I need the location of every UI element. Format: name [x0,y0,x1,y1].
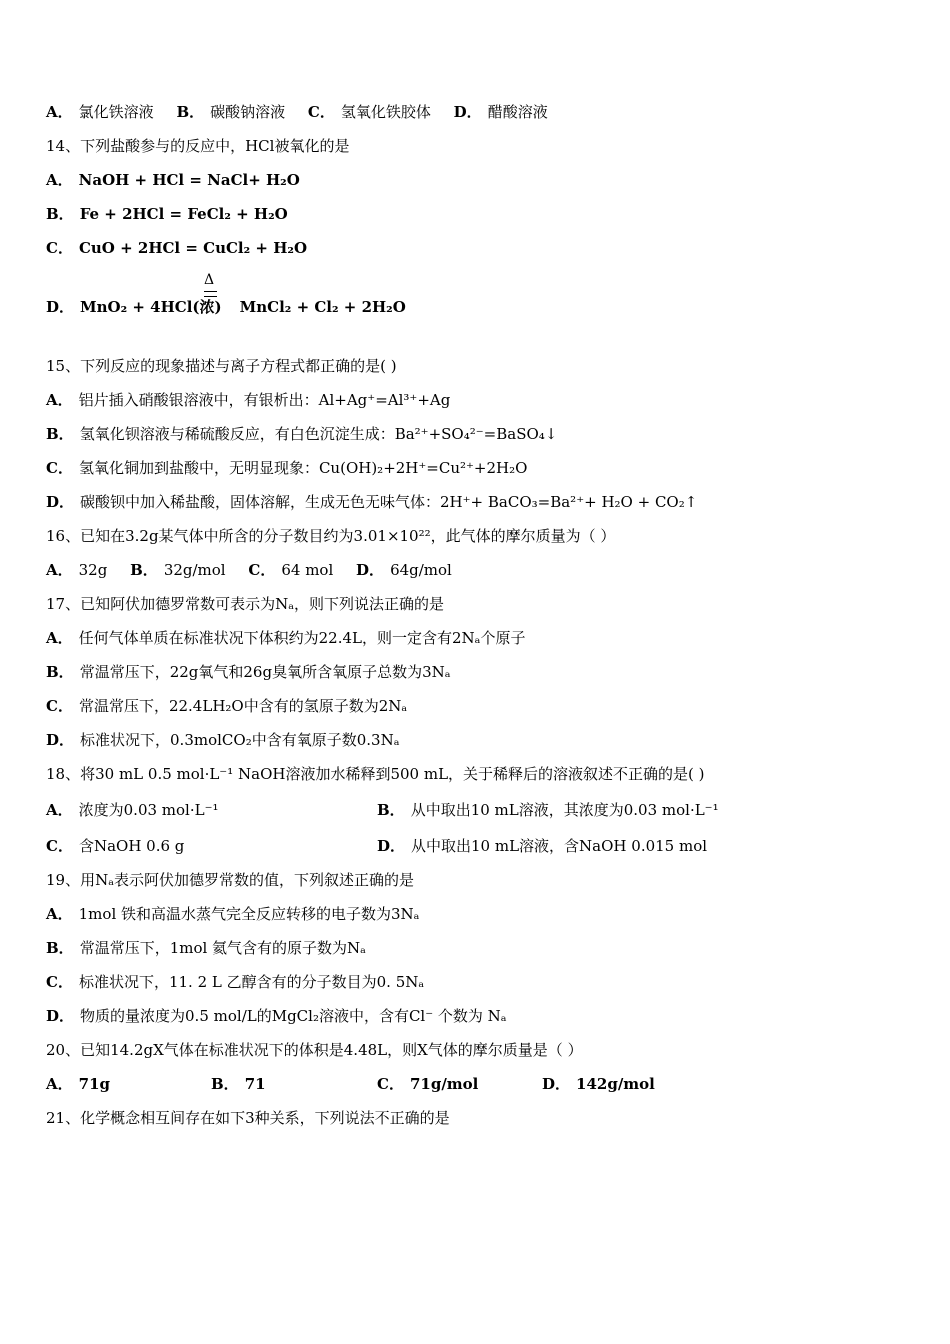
q20-stem: 20、已知14.2gX气体在标准状况下的体积是4.48L，则X气体的摩尔质量是（ ） [46,1041,583,1059]
q17-option-c-text: 常温常压下，22.4LH₂O中含有的氢原子数为2Nₐ [78,697,408,715]
q18-option-a [46,800,219,820]
q14-stem: 14、下列盐酸参与的反应中，HCl被氧化的是 [46,137,350,155]
q15-option-c [46,458,527,478]
q15-option-c-text: 氢氧化铜加到盐酸中，无明显现象：Cu(OH)₂+2H⁺=Cu²⁺+2H₂O [78,459,528,477]
q14-option-c [46,238,307,258]
q15-option-d [46,492,697,512]
q20-option-b-text: 71 [244,1075,266,1093]
q13-option-c-text: 氢氧化铁胶体 [340,103,431,121]
q20-option-c [377,1074,478,1094]
q14-option-d-right: MnCl₂ + Cl₂ + 2H₂O [239,298,406,316]
q17-option-d-text: 标准状况下，0.3molCO₂中含有氧原子数0.3Nₐ [80,731,400,749]
q17-option-a-label: A． [46,629,73,647]
q16-option-a-text: 32g [78,561,108,579]
q13-options-row [46,102,548,122]
q20-option-c-text: 71g/mol [409,1075,479,1093]
q19-option-c-label: C． [46,973,73,991]
q18-option-b [377,800,719,820]
q13-option-b-text: 碳酸钠溶液 [210,103,286,121]
q15-option-b [46,424,557,444]
q20-option-b [211,1074,266,1094]
q18-option-d-label: D． [377,837,406,855]
q20-option-a [46,1074,110,1094]
q17-option-d-label: D． [46,731,75,749]
q14-option-c-text: CuO + 2HCl = CuCl₂ + H₂O [78,239,308,257]
q13-option-c-label: C． [307,103,335,121]
q16-option-c-text: 64 mol [281,561,334,579]
q16-option-d-label: D． [356,561,385,579]
q18-option-d [377,836,707,856]
q17-option-d [46,730,399,750]
q20-option-d [542,1074,655,1094]
q20-option-c-label: C． [377,1075,404,1093]
q20-option-d-text: 142g/mol [576,1075,655,1093]
q19-option-b [46,938,366,958]
q20-option-a-label: A． [46,1075,73,1093]
q19-option-b-label: B． [46,939,74,957]
q13-option-d-label: D． [453,103,482,121]
q13-option-b-label: B． [176,103,205,121]
q14-option-d [46,297,406,317]
q14-option-b [46,204,288,224]
q13-option-a-label: A． [46,103,73,121]
q21-stem: 21、化学概念相互间存在如下3种关系，下列说法不正确的是 [46,1109,450,1127]
q20-option-d-label: D． [542,1075,571,1093]
q17-option-b-label: B． [46,663,74,681]
q20-option-b-label: B． [211,1075,239,1093]
q15-option-d-label: D． [46,493,75,511]
q17-option-a [46,628,525,648]
q19-option-c [46,972,424,992]
q18-option-c [46,836,184,856]
q17-option-c [46,696,407,716]
q13-option-a-text: 氯化铁溶液 [78,103,154,121]
q18-option-c-label: C． [46,837,73,855]
q15-option-a-text: 铝片插入硝酸银溶液中，有银析出：Al+Ag⁺=Al³⁺+Ag [78,391,451,409]
q14-option-c-label: C． [46,239,73,257]
q17-option-c-label: C． [46,697,73,715]
q14-option-d-label: D． [46,298,75,316]
q15-option-d-text: 碳酸钡中加入稀盐酸，固体溶解，生成无色无味气体：2H⁺+ BaCO₃=Ba²⁺+ H₂O + CO₂↑ [80,493,698,511]
q18-option-a-text: 浓度为0.03 mol·L⁻¹ [78,801,219,819]
q14-option-b-label: B． [46,205,74,223]
q16-option-b-label: B． [130,561,158,579]
q19-option-a-label: A． [46,905,73,923]
q14-option-a [46,170,300,190]
heat-condition-symbol: Δ [204,272,215,288]
q18-option-d-text: 从中取出10 mL溶液，含NaOH 0.015 mol [411,837,708,855]
q17-option-b [46,662,451,682]
q16-option-d-text: 64g/mol [390,561,452,579]
q19-option-a-text: 1mol 铁和高温水蒸气完全反应转移的电子数为3Nₐ [78,905,420,923]
q18-option-b-text: 从中取出10 mL溶液，其浓度为0.03 mol·L⁻¹ [410,801,719,819]
q16-option-b-text: 32g/mol [163,561,226,579]
q15-option-b-text: 氢氧化钡溶液与稀硫酸反应，有白色沉淀生成：Ba²⁺+SO₄²⁻=BaSO₄↓ [79,425,558,443]
q20-option-a-text: 71g [78,1075,111,1093]
q14-option-d-left: MnO₂ + 4HCl(浓) [80,298,222,316]
q18-option-a-label: A． [46,801,73,819]
q19-stem: 19、用Nₐ表示阿伏加德罗常数的值，下列叙述正确的是 [46,871,415,889]
q15-option-b-label: B． [46,425,74,443]
q17-stem: 17、已知阿伏加德罗常数可表示为Nₐ，则下列说法正确的是 [46,595,445,613]
q13-option-d-text: 醋酸溶液 [487,103,548,121]
q16-options-row [46,560,452,580]
q15-option-a [46,390,450,410]
q19-option-b-text: 常温常压下，1mol 氦气含有的原子数为Nₐ [79,939,366,957]
q18-option-c-text: 含NaOH 0.6 g [78,837,185,855]
q16-option-c-label: C． [248,561,276,579]
q14-option-a-text: NaOH + HCl = NaCl+ H₂O [78,171,300,189]
q17-option-b-text: 常温常压下，22g氧气和26g臭氧所含氧原子总数为3Nₐ [79,663,451,681]
q18-option-b-label: B． [377,801,405,819]
q19-option-d [46,1006,507,1026]
q15-option-c-label: C． [46,459,73,477]
q17-option-a-text: 任何气体单质在标准状况下体积约为22.4L，则一定含有2Nₐ个原子 [78,629,526,647]
q16-stem: 16、已知在3.2g某气体中所含的分子数目约为3.01×10²²，此气体的摩尔质量为（ ） [46,527,616,545]
q19-option-d-text: 物质的量浓度为0.5 mol/L的MgCl₂溶液中，含有Cl⁻ 个数为 Nₐ [80,1007,507,1025]
q15-stem: 15、下列反应的现象描述与离子方程式都正确的是( ) [46,357,397,375]
q15-option-a-label: A． [46,391,73,409]
q19-option-a [46,904,419,924]
q19-option-d-label: D． [46,1007,75,1025]
q19-option-c-text: 标准状况下，11. 2 L 乙醇含有的分子数目为0. 5Nₐ [78,973,425,991]
q14-option-a-label: A． [46,171,73,189]
q14-option-b-text: Fe + 2HCl = FeCl₂ + H₂O [79,205,288,223]
q16-option-a-label: A． [46,561,73,579]
q18-stem: 18、将30 mL 0.5 mol·L⁻¹ NaOH溶液加水稀释到500 mL，关于稀释后的溶液叙述不正确的是( ) [46,765,705,783]
